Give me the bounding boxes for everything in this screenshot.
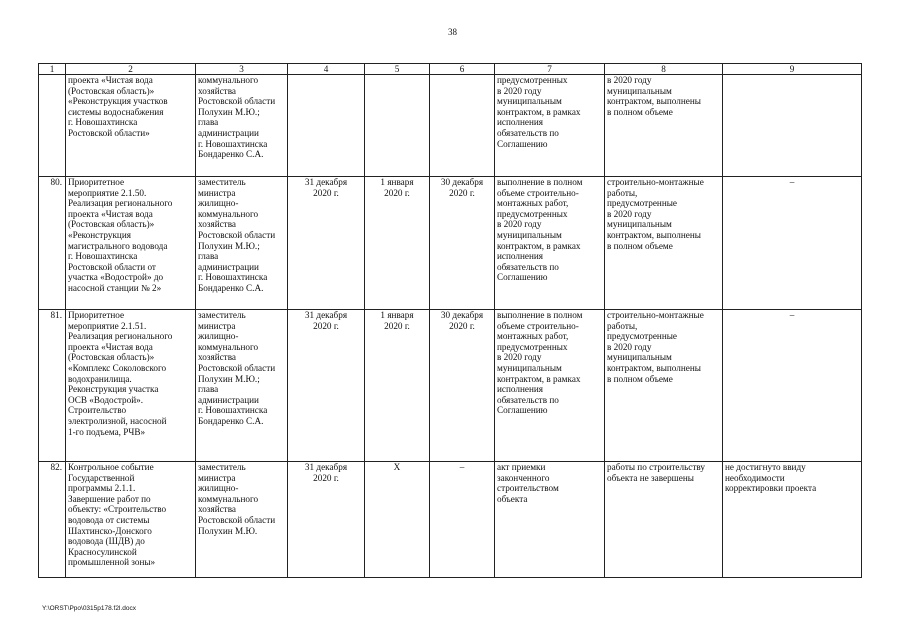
cell-line: выполнение в полном [497, 310, 583, 320]
cell-line: в 2020 году [607, 341, 652, 352]
column-header: 7 [495, 64, 605, 75]
cell-line: 2020 г. [313, 320, 339, 331]
cell-line: контрактом, в рамках [497, 106, 581, 117]
cell-line: коммунального [198, 208, 259, 219]
cell-line: Строительство [68, 405, 127, 416]
cell-line: Полухин М.Ю.; [198, 373, 260, 384]
cell-line: участка «Водострой» до [68, 272, 164, 283]
event-name-cell [66, 462, 196, 578]
cell-line: Соглашению [497, 138, 548, 149]
cell-line: проекта «Чистая вода [68, 75, 153, 85]
cell-line: предусмотренные [607, 331, 677, 342]
reason-cell [723, 177, 862, 310]
planned-result-cell [495, 310, 605, 462]
column-header: 2 [66, 64, 196, 75]
cell-line: Бондаренко С.А. [198, 415, 264, 426]
cell-line: акт приемки [497, 462, 546, 472]
page-number: 38 [448, 27, 457, 37]
cell-line: Ростовской области от [68, 261, 156, 272]
cell-line: корректировки проекта [725, 483, 817, 494]
cell-line: предусмотренных [497, 341, 568, 352]
reason-cell [723, 75, 862, 177]
cell-line: Ростовской области [198, 514, 276, 525]
cell-line: монтажных работ, [497, 198, 569, 209]
cell-line: Красносулинской [68, 546, 137, 557]
cell-line: в полном объеме [607, 240, 673, 251]
table-row [39, 462, 862, 578]
cell-line: коммунального [198, 493, 259, 504]
column-header: 5 [365, 64, 430, 75]
actual-result-cell [605, 177, 723, 310]
table-row [39, 177, 862, 310]
cell-line: 2020 г. [384, 187, 410, 198]
cell-line: электролизной, насосной [68, 415, 167, 426]
cell-line: Приоритетное [68, 310, 125, 320]
cell-line: жилищно- [198, 198, 239, 209]
responsible-cell [196, 310, 288, 462]
cell-line: контрактом, выполнены [607, 96, 701, 107]
cell-line: предусмотренных [497, 75, 568, 85]
cell-line: г. Новошахтинска [198, 272, 268, 283]
plan-date-cell [288, 310, 365, 462]
cell-line: 2020 г. [449, 320, 475, 331]
cell-line: контрактом, выполнены [607, 229, 701, 240]
cell-line: 1 января [380, 310, 414, 320]
cell-line: заместитель [198, 310, 246, 320]
cell-line: муниципальным [607, 85, 672, 96]
cell-line: исполнения [497, 117, 544, 128]
planned-result-cell [495, 75, 605, 177]
column-header: 9 [723, 64, 862, 75]
event-name-cell [66, 75, 196, 177]
cell-line: предусмотренные [607, 198, 677, 209]
responsible-cell [196, 462, 288, 578]
actual-result-cell [605, 75, 723, 177]
cell-line: коммунального [198, 75, 259, 85]
column-header: 8 [605, 64, 723, 75]
cell-line: 31 декабря [304, 177, 348, 187]
cell-line: объеме строительно- [497, 187, 579, 198]
cell-line: Соглашению [497, 405, 548, 416]
cell-line: в 2020 году [607, 75, 652, 85]
cell-line: 2020 г. [313, 187, 339, 198]
row-number-cell [39, 75, 66, 177]
cell-line: промышленной зоны» [68, 557, 156, 568]
cell-line: глава [198, 117, 219, 128]
actual-end-cell [430, 310, 495, 462]
cell-line: обязательств по [497, 261, 559, 272]
actual-start-cell [365, 177, 430, 310]
actual-start-cell [365, 310, 430, 462]
cell-line: Ростовской области [198, 96, 276, 107]
cell-line: обязательств по [497, 127, 559, 138]
cell-line: – [459, 462, 465, 472]
cell-line: Ростовской области [198, 362, 276, 373]
cell-line: системы водоснабжения [68, 106, 164, 117]
cell-line: 1 января [380, 177, 414, 187]
responsible-cell [196, 177, 288, 310]
cell-line: проекта «Чистая вода [68, 208, 153, 219]
reason-cell [723, 462, 862, 578]
cell-line: предусмотренных [497, 208, 568, 219]
table-row [39, 310, 862, 462]
cell-line: Приоритетное [68, 177, 125, 187]
cell-line: г. Новошахтинска [68, 251, 138, 262]
cell-line: X [393, 462, 401, 472]
row-number-cell: 82. [39, 462, 66, 578]
cell-line: контрактом, в рамках [497, 373, 581, 384]
cell-line: Полухин М.Ю. [198, 525, 258, 536]
cell-line: работы, [607, 320, 638, 331]
cell-line: хозяйства [198, 352, 236, 363]
row-number-cell: 80. [39, 177, 66, 310]
actual-end-cell [430, 462, 495, 578]
cell-line: водохранилища. [68, 373, 132, 384]
cell-line: 31 декабря [304, 310, 348, 320]
cell-line: необходимости [725, 472, 785, 483]
actual-result-cell [605, 462, 723, 578]
cell-line: коммунального [198, 341, 259, 352]
cell-line: Реализация регионального [68, 331, 173, 342]
header-row [39, 64, 862, 75]
cell-line: жилищно- [198, 331, 239, 342]
cell-line: выполнение в полном [497, 177, 583, 187]
cell-line: работы по строительству [607, 462, 705, 472]
cell-line: администрации [198, 127, 259, 138]
column-header: 3 [196, 64, 288, 75]
cell-line: контрактом, в рамках [497, 240, 581, 251]
cell-line: муниципальным [497, 229, 562, 240]
cell-line: 2020 г. [449, 187, 475, 198]
file-path-footer: Y:\ORST\Ppo\0315p178.f2l.docx [42, 605, 136, 612]
cell-line: Полухин М.Ю.; [198, 106, 260, 117]
cell-line: Бондаренко С.А. [198, 149, 264, 160]
cell-line: (Ростовская область)» [68, 219, 155, 230]
cell-line: муниципальным [607, 352, 672, 363]
cell-line: – [789, 310, 795, 320]
reason-cell [723, 310, 862, 462]
cell-line: в полном объеме [607, 106, 673, 117]
cell-line: проекта «Чистая вода [68, 341, 153, 352]
table-row [39, 75, 862, 177]
cell-line: (Ростовская область)» [68, 85, 155, 96]
event-name-cell [66, 310, 196, 462]
cell-line: муниципальным [497, 362, 562, 373]
cell-line: 30 декабря [440, 310, 484, 320]
cell-line: Реконструкция участка [68, 384, 159, 395]
cell-line: работы, [607, 187, 638, 198]
cell-line: глава [198, 384, 219, 395]
cell-line: Завершение работ по [68, 493, 151, 504]
plan-date-cell [288, 75, 365, 177]
cell-line: объекту: «Строительство [68, 504, 167, 515]
cell-line: Соглашению [497, 272, 548, 283]
cell-line: водовода от системы [68, 514, 150, 525]
cell-line: обязательств по [497, 394, 559, 405]
responsible-cell [196, 75, 288, 177]
cell-line: объеме строительно- [497, 320, 579, 331]
column-header: 4 [288, 64, 365, 75]
cell-line: Ростовской области» [68, 127, 150, 138]
cell-line: программы 2.1.1. [68, 483, 136, 494]
plan-date-cell [288, 462, 365, 578]
cell-line: законченного [497, 472, 550, 483]
event-name-cell [66, 177, 196, 310]
row-number-cell: 81. [39, 310, 66, 462]
cell-line: в 2020 году [497, 219, 542, 230]
cell-line: Государственной [68, 472, 135, 483]
cell-line: насосной станции № 2» [68, 282, 162, 293]
actual-end-cell [430, 177, 495, 310]
cell-line: г. Новошахтинска [198, 405, 268, 416]
cell-line: министра [198, 187, 236, 198]
cell-line: объекта [497, 493, 528, 504]
column-header: 1 [39, 64, 66, 75]
cell-line: в полном объеме [607, 373, 673, 384]
cell-line: строительно-монтажные [607, 310, 704, 320]
cell-line: глава [198, 251, 219, 262]
cell-line: мероприятие 2.1.50. [68, 187, 147, 198]
report-table [38, 63, 862, 578]
actual-start-cell [365, 462, 430, 578]
cell-line: – [789, 177, 795, 187]
cell-line: хозяйства [198, 219, 236, 230]
cell-line: Контрольное событие [68, 462, 154, 472]
cell-line: «Комплекс Соколовского [68, 362, 167, 373]
cell-line: г. Новошахтинска [68, 117, 138, 128]
cell-line: «Реконструкция [68, 229, 131, 240]
actual-result-cell [605, 310, 723, 462]
cell-line: в 2020 году [497, 352, 542, 363]
cell-line: контрактом, выполнены [607, 362, 701, 373]
cell-line: монтажных работ, [497, 331, 569, 342]
cell-line: Реализация регионального [68, 198, 173, 209]
cell-line: заместитель [198, 462, 246, 472]
cell-line: Ростовской области [198, 229, 276, 240]
cell-line: строительством [497, 483, 559, 494]
cell-line: министра [198, 320, 236, 331]
cell-line: строительно-монтажные [607, 177, 704, 187]
actual-end-cell [430, 75, 495, 177]
cell-line: ОСВ «Водострой». [68, 394, 144, 405]
cell-line: г. Новошахтинска [198, 138, 268, 149]
cell-line: хозяйства [198, 85, 236, 96]
cell-line: администрации [198, 261, 259, 272]
cell-line: администрации [198, 394, 259, 405]
cell-line: Бондаренко С.А. [198, 282, 264, 293]
cell-line: исполнения [497, 251, 544, 262]
plan-date-cell [288, 177, 365, 310]
cell-line: мероприятие 2.1.51. [68, 320, 147, 331]
cell-line: в 2020 году [607, 208, 652, 219]
cell-line: водовода (ШДВ) до [68, 536, 145, 547]
actual-start-cell [365, 75, 430, 177]
cell-line: исполнения [497, 384, 544, 395]
cell-line: «Реконструкция участков [68, 96, 168, 107]
cell-line: 30 декабря [440, 177, 484, 187]
planned-result-cell [495, 177, 605, 310]
cell-line: магистрального водовода [68, 240, 168, 251]
cell-line: муниципальным [497, 96, 562, 107]
cell-line: объекта не завершены [607, 472, 694, 483]
cell-line: муниципальным [607, 219, 672, 230]
planned-result-cell [495, 462, 605, 578]
cell-line: 2020 г. [313, 472, 339, 483]
cell-line: Шахтинско-Донского [68, 525, 152, 536]
cell-line: Полухин М.Ю.; [198, 240, 260, 251]
cell-line: 1-го подъема, РЧВ» [68, 426, 146, 437]
cell-line: (Ростовская область)» [68, 352, 155, 363]
cell-line: 2020 г. [384, 320, 410, 331]
cell-line: министра [198, 472, 236, 483]
cell-line: 31 декабря [304, 462, 348, 472]
cell-line: хозяйства [198, 504, 236, 515]
column-header: 6 [430, 64, 495, 75]
cell-line: в 2020 году [497, 85, 542, 96]
cell-line: не достигнуто ввиду [725, 462, 806, 472]
cell-line: заместитель [198, 177, 246, 187]
cell-line: жилищно- [198, 483, 239, 494]
